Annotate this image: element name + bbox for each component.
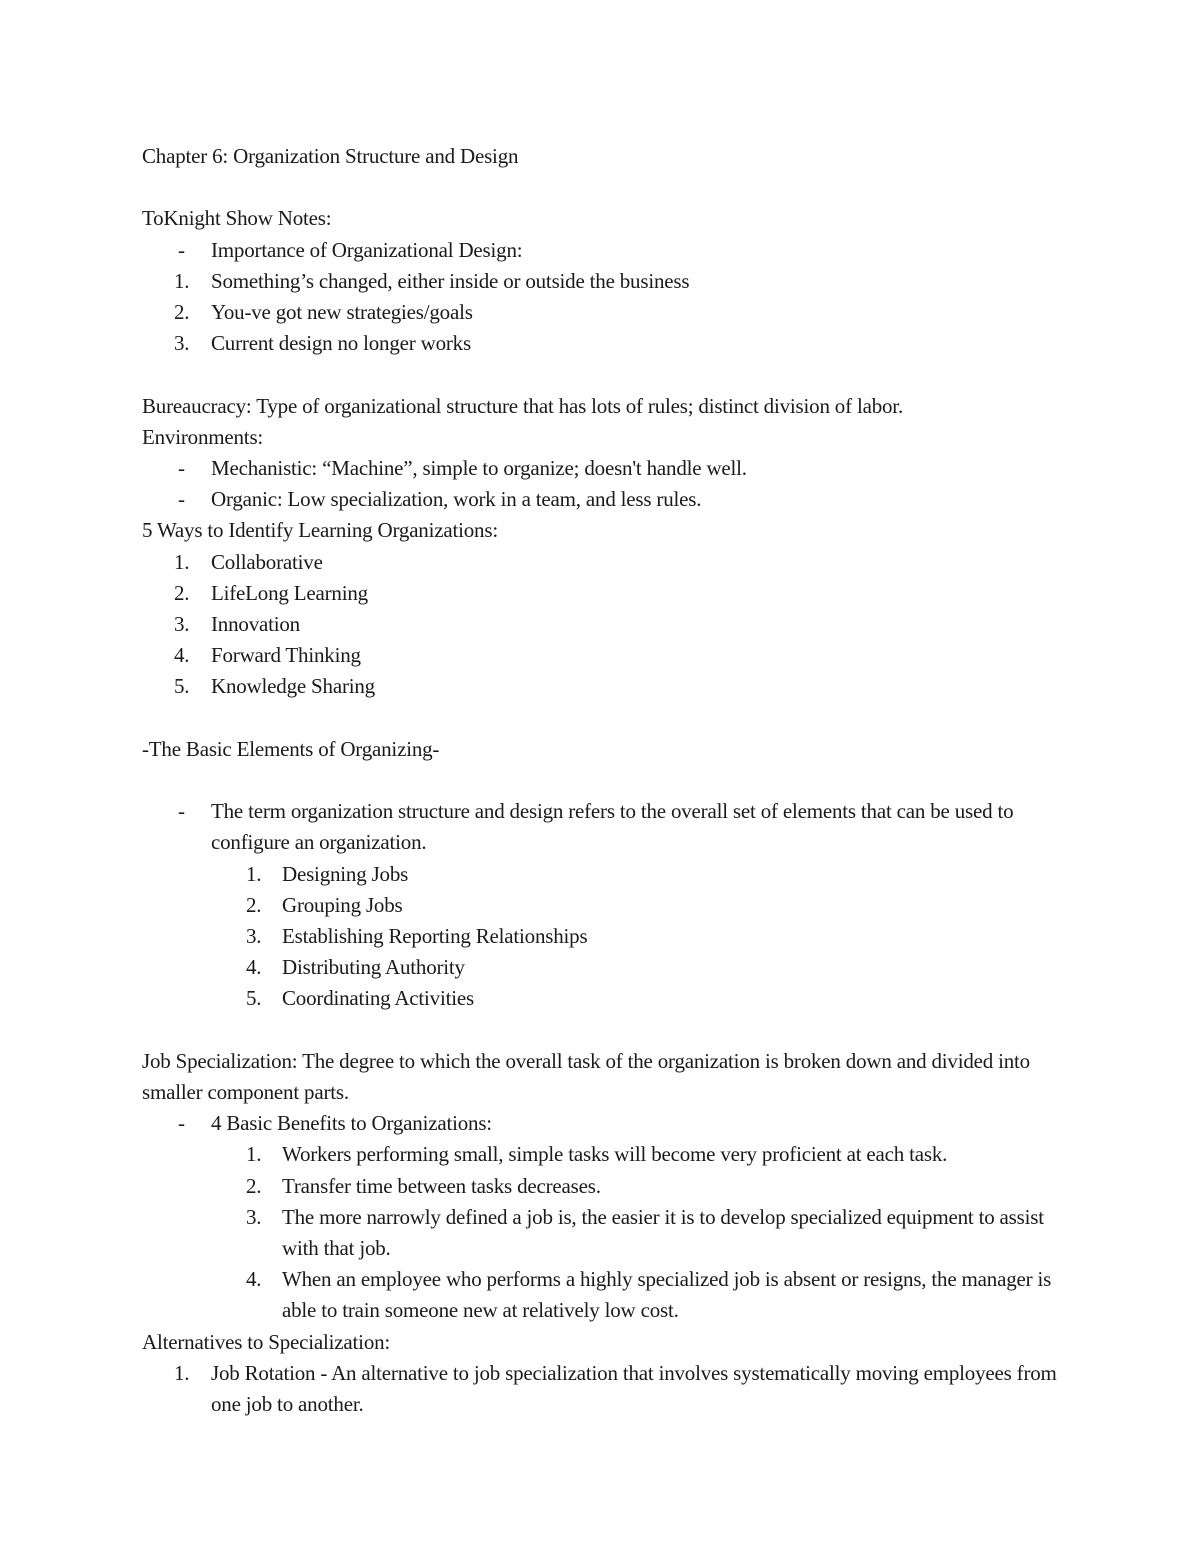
list-item-text: Designing Jobs [282,861,409,886]
show-notes-heading: ToKnight Show Notes: [142,206,332,231]
list-item-text: Organic: Low specialization, work in a team, and less rules. [211,487,702,512]
spacer [142,765,1072,796]
list-item [142,1264,1072,1326]
list-item-text: Knowledge Sharing [211,674,375,699]
list-number: 2. [174,580,190,605]
list-number: 4. [246,955,262,980]
list-item [142,547,1072,578]
list-item [142,1358,1072,1420]
learning-orgs-heading: 5 Ways to Identify Learning Organizations: [142,518,498,543]
list-number: 1. [174,268,190,293]
bullet-dash: - [178,456,185,480]
bullet-dash: - [178,1111,185,1136]
list-item-text: Job Rotation - An alternative to job specialization that involves systematically moving employees from one job to another. [211,1360,1057,1417]
list-item-text: Innovation [211,612,300,637]
list-item-text: Grouping Jobs [282,892,403,917]
list-item-text: When an employee who performs a highly specialized job is absent or resigns, the manager is able to train someone new at relatively low cost. [282,1267,1052,1323]
list-item [142,796,1072,858]
list-item [142,640,1072,671]
list-item-text: Mechanistic: “Machine”, simple to organize; doesn't handle well. [211,456,747,480]
list-item-text: Coordinating Activities [282,986,474,1011]
list-item [142,952,1072,983]
list-number: 3. [246,924,262,949]
list-number: 3. [174,331,190,356]
list-item [142,1108,1072,1139]
list-number: 2. [246,1173,262,1198]
list-number: 1. [174,1360,190,1385]
list-item [142,1139,1072,1170]
list-number: 2. [174,300,190,324]
alternatives-heading: Alternatives to Specialization: [142,1329,391,1354]
list-item-text: Collaborative [211,549,323,574]
document-body [142,141,1072,1420]
list-item-text: Distributing Authority [282,955,465,980]
bullet-dash: - [178,487,185,512]
environments-heading: Environments: [142,424,264,449]
list-item-text: The more narrowly defined a job is, the easier it is to develop specialized equipment to assist with that job. [282,1204,1044,1261]
list-item-text: You-ve got new strategies/goals [211,300,473,324]
list-item-text: Transfer time between tasks decreases. [282,1173,601,1198]
list-number: 1. [246,1142,262,1167]
list-number: 3. [246,1204,262,1229]
list-item-text: LifeLong Learning [211,580,368,605]
list-item-text: Importance of Organizational Design: [211,237,523,262]
list-item [142,328,1072,359]
document-title: Chapter 6: Organization Structure and Design [142,144,519,168]
list-item [142,1171,1072,1202]
spacer [142,1015,1072,1046]
list-item [142,921,1072,952]
list-number: 2. [246,892,262,917]
spacer [142,359,1072,390]
list-item [142,983,1072,1014]
list-number: 1. [246,861,262,886]
bullet-dash: - [178,237,185,262]
list-item [142,484,1072,515]
list-item-text: 4 Basic Benefits to Organizations: [211,1111,492,1136]
basic-elements-heading: -The Basic Elements of Organizing- [142,736,440,761]
bullet-dash: - [178,799,185,824]
list-item-text: Current design no longer works [211,331,471,356]
list-number: 4. [246,1267,262,1292]
list-item-text: Workers performing small, simple tasks will become very proficient at each task. [282,1142,948,1167]
spacer [142,172,1072,203]
list-item [142,859,1072,890]
list-item [142,578,1072,609]
list-item [142,453,1072,484]
list-item-text: The term organization structure and design refers to the overall set of elements that can be used to configure an organization. [211,799,1014,855]
list-number: 4. [174,643,190,668]
list-number: 3. [174,612,190,637]
bureaucracy-definition: Bureaucracy: Type of organizational structure that has lots of rules; distinct division of labor. [142,393,903,418]
list-item-text: Forward Thinking [211,643,361,668]
list-item [142,609,1072,640]
list-item [142,890,1072,921]
list-number: 1. [174,549,190,574]
list-number: 5. [174,674,190,699]
list-item [142,297,1072,328]
list-item-text: Establishing Reporting Relationships [282,924,588,949]
list-item [142,235,1072,266]
job-specialization-definition: Job Specialization: The degree to which the overall task of the organization is broken down and divided into smaller component parts. [142,1048,1030,1105]
list-item [142,266,1072,297]
list-item [142,1202,1072,1264]
list-number: 5. [246,986,262,1011]
spacer [142,703,1072,734]
list-item-text: Something’s changed, either inside or outside the business [211,268,690,293]
list-item [142,671,1072,702]
